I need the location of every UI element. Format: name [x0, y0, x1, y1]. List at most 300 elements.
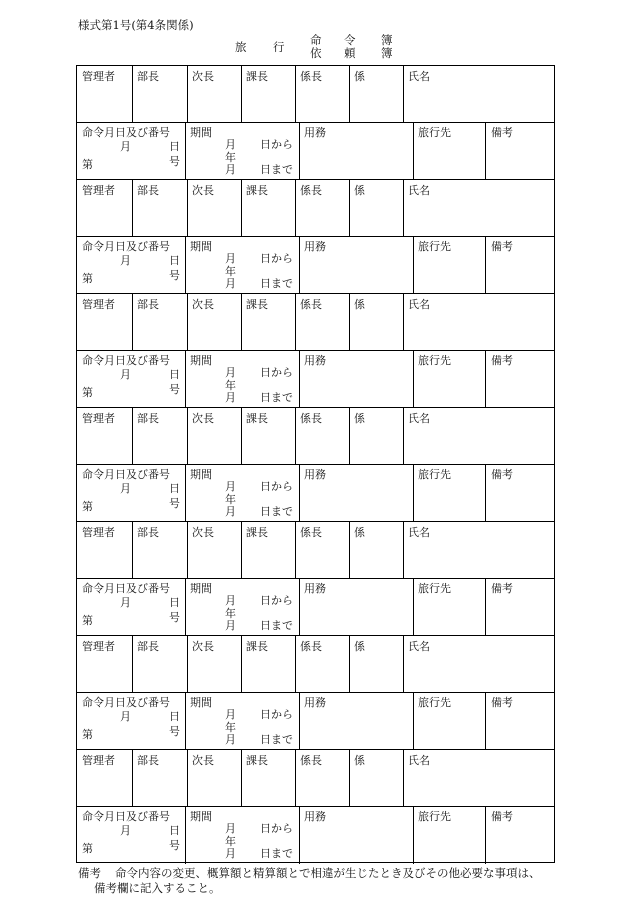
column-divider — [485, 350, 486, 408]
order-date-number-label: 命令月日及び番号 — [82, 582, 170, 595]
period-to-suffix-label: 日まで — [260, 505, 293, 518]
column-divider — [299, 350, 300, 408]
order-day-label: 日 — [169, 824, 180, 837]
column-divider — [295, 294, 296, 350]
order-date-number-cell[interactable] — [77, 806, 185, 864]
column-divider — [241, 294, 242, 350]
period-year-label: 年 — [225, 151, 236, 164]
kacho-cell[interactable] — [241, 522, 295, 578]
order-day-label: 日 — [169, 596, 180, 609]
period-from-month-label: 月 — [225, 138, 236, 151]
kakari-cell[interactable] — [349, 294, 403, 350]
column-divider — [413, 578, 414, 636]
column-divider — [241, 66, 242, 122]
youmu-cell[interactable] — [299, 692, 413, 750]
column-divider — [299, 692, 300, 750]
period-from-suffix-label: 日から — [260, 594, 293, 607]
column-divider — [187, 66, 188, 122]
column-divider — [185, 578, 186, 636]
period-cell[interactable] — [185, 692, 299, 750]
jicho-cell[interactable] — [187, 750, 241, 806]
kakaricho-cell[interactable] — [295, 408, 349, 464]
order-go-label: 号 — [169, 155, 180, 168]
kakaricho-cell[interactable] — [295, 522, 349, 578]
kanrisha-cell[interactable] — [77, 636, 132, 692]
ryokousaki-label: 旅行先 — [418, 240, 451, 253]
kakaricho-cell[interactable] — [295, 636, 349, 692]
column-divider — [403, 294, 404, 350]
period-label: 期間 — [190, 468, 212, 481]
bucho-label: 部長 — [137, 298, 159, 311]
period-cell[interactable] — [185, 806, 299, 864]
period-to-month-label: 月 — [225, 619, 236, 632]
order-day-label: 日 — [169, 254, 180, 267]
order-date-number-label: 命令月日及び番号 — [82, 696, 170, 709]
order-date-number-cell[interactable] — [77, 350, 185, 408]
jicho-label: 次長 — [192, 298, 214, 311]
shimei-label: 氏名 — [408, 184, 430, 197]
column-divider — [299, 236, 300, 294]
footnote-line-1: 命令内容の変更、概算額と精算額とで相違が生じたとき及びその他必要な事項は、 — [115, 866, 541, 880]
column-divider — [349, 408, 350, 464]
column-divider — [403, 636, 404, 692]
youmu-label: 用務 — [304, 810, 326, 823]
ryokousaki-cell[interactable] — [413, 692, 485, 750]
title-char-kou: 行 — [273, 40, 285, 54]
period-to-month-label: 月 — [225, 505, 236, 518]
kakari-cell[interactable] — [349, 180, 403, 236]
shimei-cell[interactable] — [403, 750, 554, 806]
period-to-suffix-label: 日まで — [260, 733, 293, 746]
column-divider — [349, 750, 350, 806]
order-dai-label: 第 — [82, 272, 93, 285]
title-char-rei: 令 — [344, 33, 356, 47]
bikou-label: 備考 — [491, 240, 513, 253]
kanrisha-cell[interactable] — [77, 180, 132, 236]
bikou-cell[interactable] — [485, 464, 554, 522]
order-dai-label: 第 — [82, 728, 93, 741]
shimei-cell[interactable] — [403, 180, 554, 236]
shimei-cell[interactable] — [403, 66, 554, 122]
period-to-suffix-label: 日まで — [260, 391, 293, 404]
shimei-label: 氏名 — [408, 640, 430, 653]
register-entry — [77, 66, 554, 180]
kacho-cell[interactable] — [241, 294, 295, 350]
kacho-label: 課長 — [246, 640, 268, 653]
column-divider — [185, 806, 186, 864]
bikou-cell[interactable] — [485, 692, 554, 750]
column-divider — [295, 522, 296, 578]
order-go-label: 号 — [169, 269, 180, 282]
shimei-cell[interactable] — [403, 408, 554, 464]
jicho-label: 次長 — [192, 70, 214, 83]
column-divider — [241, 408, 242, 464]
period-from-suffix-label: 日から — [260, 366, 293, 379]
youmu-cell[interactable] — [299, 464, 413, 522]
order-day-label: 日 — [169, 368, 180, 381]
ryokousaki-cell[interactable] — [413, 464, 485, 522]
bikou-cell[interactable] — [485, 806, 554, 864]
order-day-label: 日 — [169, 140, 180, 153]
column-divider — [187, 180, 188, 236]
column-divider — [349, 522, 350, 578]
period-label: 期間 — [190, 810, 212, 823]
kanrisha-label: 管理者 — [82, 640, 115, 653]
order-dai-label: 第 — [82, 614, 93, 627]
bucho-cell[interactable] — [132, 522, 187, 578]
jicho-cell[interactable] — [187, 408, 241, 464]
column-divider — [299, 122, 300, 180]
ryokousaki-label: 旅行先 — [418, 126, 451, 139]
kacho-label: 課長 — [246, 70, 268, 83]
kakaricho-cell[interactable] — [295, 180, 349, 236]
bucho-label: 部長 — [137, 70, 159, 83]
period-from-suffix-label: 日から — [260, 252, 293, 265]
column-divider — [413, 692, 414, 750]
column-divider — [349, 294, 350, 350]
kakaricho-label: 係長 — [300, 526, 322, 539]
column-divider — [403, 66, 404, 122]
order-date-number-cell[interactable] — [77, 464, 185, 522]
period-from-suffix-label: 日から — [260, 138, 293, 151]
order-month-label: 月 — [120, 482, 131, 495]
column-divider — [241, 180, 242, 236]
column-divider — [413, 464, 414, 522]
register-entry — [77, 636, 554, 750]
kakari-label: 係 — [354, 184, 365, 197]
period-label: 期間 — [190, 354, 212, 367]
youmu-cell[interactable] — [299, 350, 413, 408]
travel-order-register-table — [76, 65, 555, 863]
jicho-label: 次長 — [192, 412, 214, 425]
youmu-label: 用務 — [304, 240, 326, 253]
column-divider — [299, 806, 300, 864]
period-year-label: 年 — [225, 379, 236, 392]
jicho-label: 次長 — [192, 754, 214, 767]
order-date-number-cell[interactable] — [77, 122, 185, 180]
kakaricho-cell[interactable] — [295, 294, 349, 350]
kakaricho-label: 係長 — [300, 298, 322, 311]
order-go-label: 号 — [169, 839, 180, 852]
period-cell[interactable] — [185, 236, 299, 294]
period-cell[interactable] — [185, 464, 299, 522]
register-entry — [77, 750, 554, 864]
column-divider — [132, 66, 133, 122]
ryokousaki-label: 旅行先 — [418, 354, 451, 367]
ryokousaki-cell[interactable] — [413, 578, 485, 636]
order-dai-label: 第 — [82, 500, 93, 513]
period-label: 期間 — [190, 696, 212, 709]
order-day-label: 日 — [169, 482, 180, 495]
youmu-label: 用務 — [304, 696, 326, 709]
register-entry — [77, 180, 554, 294]
period-cell[interactable] — [185, 122, 299, 180]
column-divider — [403, 750, 404, 806]
kacho-cell[interactable] — [241, 408, 295, 464]
period-to-month-label: 月 — [225, 847, 236, 860]
order-date-number-label: 命令月日及び番号 — [82, 354, 170, 367]
form-number-label: 様式第1号(第4条関係) — [78, 18, 194, 32]
kacho-cell[interactable] — [241, 750, 295, 806]
bucho-cell[interactable] — [132, 180, 187, 236]
period-from-month-label: 月 — [225, 594, 236, 607]
kanrisha-cell[interactable] — [77, 66, 132, 122]
jicho-label: 次長 — [192, 526, 214, 539]
column-divider — [132, 750, 133, 806]
youmu-label: 用務 — [304, 126, 326, 139]
shimei-label: 氏名 — [408, 526, 430, 539]
title-char-bo-2: 簿 — [381, 46, 393, 60]
column-divider — [132, 294, 133, 350]
bucho-label: 部長 — [137, 184, 159, 197]
order-month-label: 月 — [120, 710, 131, 723]
period-year-label: 年 — [225, 493, 236, 506]
column-divider — [485, 578, 486, 636]
kakari-cell[interactable] — [349, 522, 403, 578]
column-divider — [295, 408, 296, 464]
column-divider — [413, 236, 414, 294]
order-go-label: 号 — [169, 725, 180, 738]
kakaricho-cell[interactable] — [295, 750, 349, 806]
shimei-label: 氏名 — [408, 412, 430, 425]
kakari-cell[interactable] — [349, 66, 403, 122]
youmu-cell[interactable] — [299, 236, 413, 294]
column-divider — [295, 750, 296, 806]
kakaricho-label: 係長 — [300, 184, 322, 197]
column-divider — [403, 408, 404, 464]
column-divider — [413, 122, 414, 180]
order-month-label: 月 — [120, 368, 131, 381]
bikou-cell[interactable] — [485, 122, 554, 180]
period-to-month-label: 月 — [225, 163, 236, 176]
order-month-label: 月 — [120, 140, 131, 153]
order-date-number-label: 命令月日及び番号 — [82, 126, 170, 139]
kakari-cell[interactable] — [349, 750, 403, 806]
title-char-tabi: 旅 — [235, 40, 247, 54]
kakari-label: 係 — [354, 640, 365, 653]
order-date-number-label: 命令月日及び番号 — [82, 468, 170, 481]
period-from-suffix-label: 日から — [260, 708, 293, 721]
kacho-cell[interactable] — [241, 636, 295, 692]
kanrisha-label: 管理者 — [82, 70, 115, 83]
kacho-label: 課長 — [246, 298, 268, 311]
column-divider — [295, 180, 296, 236]
column-divider — [241, 636, 242, 692]
column-divider — [485, 692, 486, 750]
column-divider — [241, 522, 242, 578]
footnote-head: 備考 — [78, 866, 101, 880]
column-divider — [185, 350, 186, 408]
period-to-suffix-label: 日まで — [260, 847, 293, 860]
column-divider — [413, 806, 414, 864]
period-from-month-label: 月 — [225, 366, 236, 379]
register-entry — [77, 522, 554, 636]
column-divider — [349, 66, 350, 122]
title-char-mei: 命 — [310, 33, 322, 47]
jicho-cell[interactable] — [187, 294, 241, 350]
jicho-label: 次長 — [192, 640, 214, 653]
shimei-cell[interactable] — [403, 294, 554, 350]
column-divider — [187, 522, 188, 578]
period-label: 期間 — [190, 240, 212, 253]
period-from-month-label: 月 — [225, 708, 236, 721]
column-divider — [485, 806, 486, 864]
period-to-suffix-label: 日まで — [260, 619, 293, 632]
column-divider — [187, 294, 188, 350]
kakari-cell[interactable] — [349, 636, 403, 692]
bucho-label: 部長 — [137, 754, 159, 767]
period-from-month-label: 月 — [225, 480, 236, 493]
youmu-label: 用務 — [304, 354, 326, 367]
youmu-cell[interactable] — [299, 122, 413, 180]
column-divider — [299, 464, 300, 522]
kakari-label: 係 — [354, 754, 365, 767]
period-year-label: 年 — [225, 721, 236, 734]
bucho-cell[interactable] — [132, 294, 187, 350]
kanrisha-label: 管理者 — [82, 184, 115, 197]
kakari-label: 係 — [354, 298, 365, 311]
youmu-cell[interactable] — [299, 806, 413, 864]
column-divider — [132, 180, 133, 236]
order-go-label: 号 — [169, 383, 180, 396]
column-divider — [185, 692, 186, 750]
ryokousaki-cell[interactable] — [413, 350, 485, 408]
kacho-label: 課長 — [246, 184, 268, 197]
bucho-cell[interactable] — [132, 750, 187, 806]
register-entry — [77, 408, 554, 522]
jicho-cell[interactable] — [187, 180, 241, 236]
kanrisha-cell[interactable] — [77, 408, 132, 464]
jicho-cell[interactable] — [187, 636, 241, 692]
jicho-cell[interactable] — [187, 66, 241, 122]
order-month-label: 月 — [120, 254, 131, 267]
kacho-cell[interactable] — [241, 180, 295, 236]
period-label: 期間 — [190, 126, 212, 139]
period-year-label: 年 — [225, 607, 236, 620]
kakaricho-label: 係長 — [300, 640, 322, 653]
period-label: 期間 — [190, 582, 212, 595]
kanrisha-label: 管理者 — [82, 412, 115, 425]
kacho-label: 課長 — [246, 526, 268, 539]
kanrisha-cell[interactable] — [77, 750, 132, 806]
column-divider — [187, 750, 188, 806]
register-entry — [77, 294, 554, 408]
column-divider — [295, 636, 296, 692]
bucho-label: 部長 — [137, 412, 159, 425]
bikou-cell[interactable] — [485, 236, 554, 294]
ryokousaki-label: 旅行先 — [418, 582, 451, 595]
bikou-label: 備考 — [491, 126, 513, 139]
order-go-label: 号 — [169, 497, 180, 510]
period-to-month-label: 月 — [225, 277, 236, 290]
column-divider — [185, 464, 186, 522]
column-divider — [299, 578, 300, 636]
column-divider — [185, 236, 186, 294]
bucho-cell[interactable] — [132, 408, 187, 464]
jicho-cell[interactable] — [187, 522, 241, 578]
column-divider — [485, 122, 486, 180]
period-to-month-label: 月 — [225, 391, 236, 404]
bikou-label: 備考 — [491, 468, 513, 481]
kanrisha-cell[interactable] — [77, 522, 132, 578]
column-divider — [132, 636, 133, 692]
column-divider — [349, 180, 350, 236]
shimei-label: 氏名 — [408, 298, 430, 311]
period-from-month-label: 月 — [225, 822, 236, 835]
column-divider — [403, 180, 404, 236]
shimei-label: 氏名 — [408, 70, 430, 83]
kacho-label: 課長 — [246, 754, 268, 767]
bikou-cell[interactable] — [485, 350, 554, 408]
column-divider — [187, 636, 188, 692]
kanrisha-cell[interactable] — [77, 294, 132, 350]
kakari-label: 係 — [354, 70, 365, 83]
bucho-label: 部長 — [137, 526, 159, 539]
ryokousaki-cell[interactable] — [413, 122, 485, 180]
period-year-label: 年 — [225, 835, 236, 848]
youmu-cell[interactable] — [299, 578, 413, 636]
column-divider — [187, 408, 188, 464]
ryokousaki-cell[interactable] — [413, 236, 485, 294]
order-dai-label: 第 — [82, 386, 93, 399]
order-go-label: 号 — [169, 611, 180, 624]
order-date-number-cell[interactable] — [77, 692, 185, 750]
kanrisha-label: 管理者 — [82, 754, 115, 767]
order-dai-label: 第 — [82, 842, 93, 855]
column-divider — [295, 66, 296, 122]
kakari-label: 係 — [354, 526, 365, 539]
order-date-number-label: 命令月日及び番号 — [82, 810, 170, 823]
youmu-label: 用務 — [304, 468, 326, 481]
column-divider — [485, 236, 486, 294]
bikou-label: 備考 — [491, 810, 513, 823]
order-date-number-cell[interactable] — [77, 236, 185, 294]
ryokousaki-label: 旅行先 — [418, 810, 451, 823]
kakaricho-label: 係長 — [300, 754, 322, 767]
ryokousaki-cell[interactable] — [413, 806, 485, 864]
kakaricho-label: 係長 — [300, 70, 322, 83]
bikou-cell[interactable] — [485, 578, 554, 636]
bikou-label: 備考 — [491, 582, 513, 595]
ryokousaki-label: 旅行先 — [418, 468, 451, 481]
kacho-cell[interactable] — [241, 66, 295, 122]
period-from-suffix-label: 日から — [260, 480, 293, 493]
kanrisha-label: 管理者 — [82, 526, 115, 539]
period-to-suffix-label: 日まで — [260, 277, 293, 290]
kakari-label: 係 — [354, 412, 365, 425]
kakari-cell[interactable] — [349, 408, 403, 464]
title-char-i: 依 — [310, 46, 322, 60]
column-divider — [349, 636, 350, 692]
column-divider — [241, 750, 242, 806]
footnote-line-2: 備考欄に記入すること。 — [94, 881, 221, 895]
period-cell[interactable] — [185, 350, 299, 408]
bucho-cell[interactable] — [132, 636, 187, 692]
order-dai-label: 第 — [82, 158, 93, 171]
order-date-number-cell[interactable] — [77, 578, 185, 636]
shimei-cell[interactable] — [403, 636, 554, 692]
column-divider — [485, 464, 486, 522]
shimei-label: 氏名 — [408, 754, 430, 767]
bucho-cell[interactable] — [132, 66, 187, 122]
youmu-label: 用務 — [304, 582, 326, 595]
column-divider — [185, 122, 186, 180]
period-to-month-label: 月 — [225, 733, 236, 746]
column-divider — [132, 408, 133, 464]
shimei-cell[interactable] — [403, 522, 554, 578]
period-cell[interactable] — [185, 578, 299, 636]
kakaricho-cell[interactable] — [295, 66, 349, 122]
